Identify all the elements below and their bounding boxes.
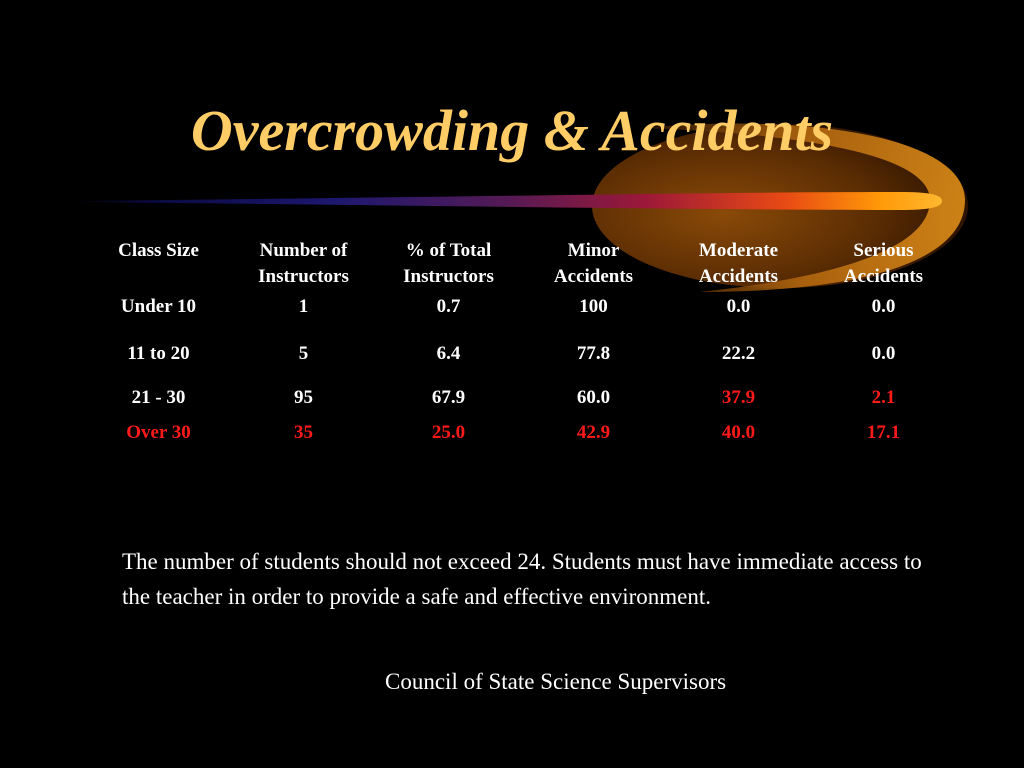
table-cell: 11 to 20 — [127, 343, 190, 364]
slide-title: Overcrowding & Accidents — [190, 98, 834, 163]
table-cell-highlighted: 25.0 — [431, 422, 466, 443]
table-cell: 67.9 — [431, 387, 466, 408]
table-cell: 0.0 — [871, 343, 896, 364]
table-cell: 95 — [294, 387, 313, 408]
header-moderate-accidents: Moderate Accidents — [698, 240, 779, 287]
accident-table — [86, 238, 956, 462]
table-cell: 0.0 — [726, 296, 751, 317]
table-cell: 0.7 — [436, 296, 461, 317]
header-class-size: Class Size — [118, 240, 199, 261]
table-cell-highlighted: 17.1 — [866, 422, 901, 443]
table-cell: 22.2 — [721, 343, 756, 364]
quote-attribution: Council of State Science Supervisors — [385, 669, 727, 694]
table-cell: 100 — [579, 296, 608, 317]
header-percent-of-total: % of Total Instructors — [403, 240, 494, 287]
table-cell-highlighted: 37.9 — [721, 387, 756, 408]
table-row — [86, 296, 956, 332]
table-cell: 5 — [298, 343, 309, 364]
table-row-highlighted — [86, 420, 956, 462]
table-cell: 6.4 — [436, 343, 461, 364]
table-cell-highlighted: Over 30 — [126, 422, 191, 443]
table-cell-highlighted: 2.1 — [871, 387, 896, 408]
table-cell: 77.8 — [576, 343, 611, 364]
table-cell: 0.0 — [871, 296, 896, 317]
table-cell: Under 10 — [120, 296, 197, 317]
swoosh-band — [72, 192, 942, 210]
header-minor-accidents: Minor Accidents — [553, 240, 634, 287]
quote-text: The number of students should not exceed 24. Students must have immediate access to the teacher in order to provide a safe and effective environment. — [122, 549, 922, 609]
table-cell-highlighted: 42.9 — [576, 422, 611, 443]
table-cell-highlighted: 35 — [294, 422, 313, 443]
header-serious-accidents: Serious Accidents — [843, 240, 924, 287]
table-cell-highlighted: 40.0 — [721, 422, 756, 443]
table-cell: 1 — [298, 296, 309, 317]
table-row — [86, 376, 956, 420]
header-number-of-instructors: Number of Instructors — [258, 240, 349, 287]
table-cell: 21 - 30 — [131, 387, 186, 408]
table-row — [86, 332, 956, 376]
table-header-row — [86, 238, 956, 296]
table-cell: 60.0 — [576, 387, 611, 408]
